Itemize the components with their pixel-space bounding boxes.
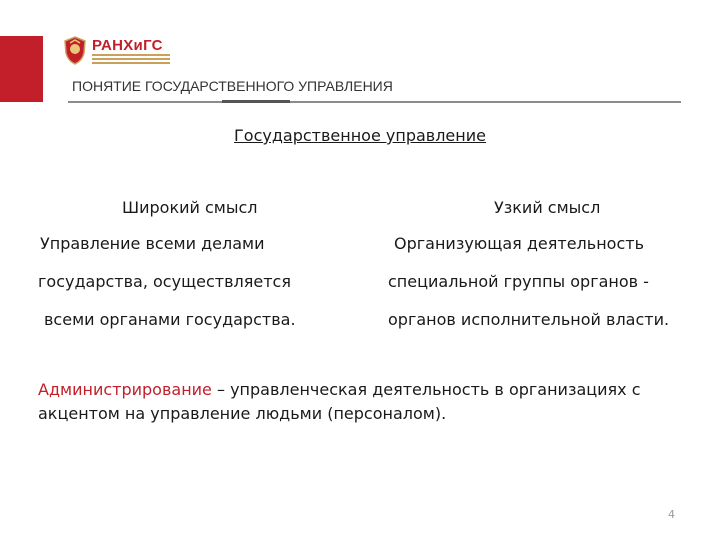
title-divider — [68, 101, 681, 103]
slide-title: ПОНЯТИЕ ГОСУДАРСТВЕННОГО УПРАВЛЕНИЯ — [72, 78, 393, 94]
section-heading-container — [0, 126, 720, 145]
left-column-title: Широкий смысл — [122, 198, 258, 217]
left-column-line: государства, осуществляется — [38, 272, 291, 291]
right-column-title: Узкий смысл — [494, 198, 601, 217]
red-accent-block — [0, 36, 43, 102]
left-column-line: Управление всеми делами — [40, 234, 265, 253]
logo-subtitle-lines — [92, 54, 170, 66]
right-column-line: органов исполнительной власти. — [388, 310, 670, 329]
right-column-line: специальной группы органов - — [388, 272, 649, 291]
definition-paragraph — [38, 378, 698, 426]
right-column-line: Организующая деятельность — [394, 234, 644, 253]
ranepa-logo — [62, 35, 172, 69]
title-divider-accent — [222, 100, 290, 103]
logo-text: РАНХиГС — [92, 37, 163, 54]
left-column-line: всеми органами государства. — [44, 310, 296, 329]
coat-of-arms-icon — [62, 35, 88, 65]
definition-text: – управленческая деятельность в организациях с акцентом на управление людьми (персоналом). — [38, 380, 641, 423]
section-heading: Государственное управление — [234, 126, 486, 145]
page-number: 4 — [668, 508, 675, 521]
definition-term: Администрирование — [38, 380, 212, 399]
